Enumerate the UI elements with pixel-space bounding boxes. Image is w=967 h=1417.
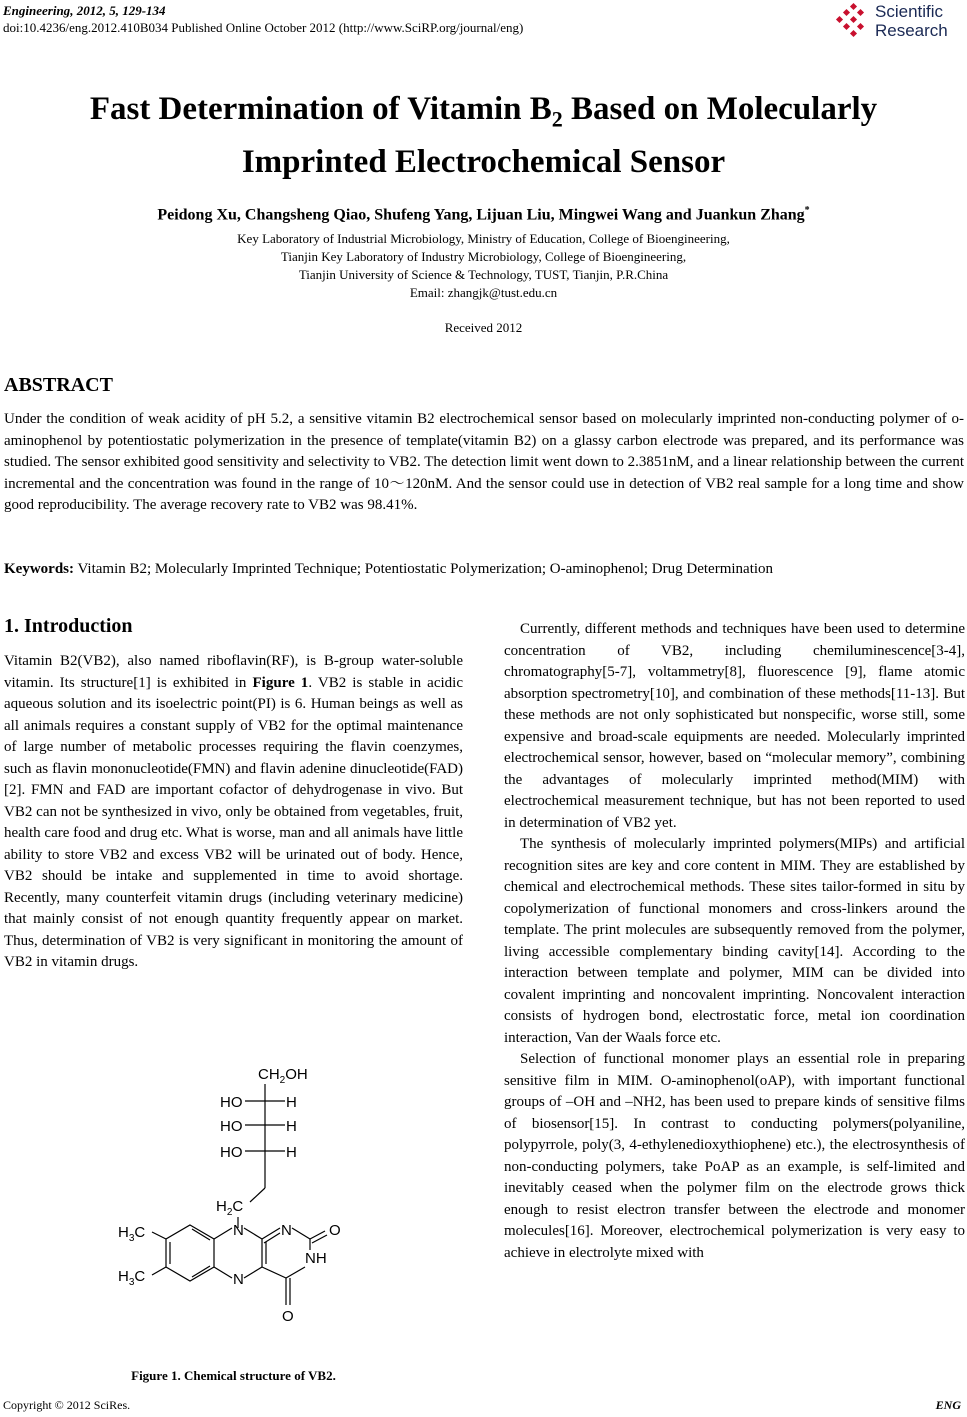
abstract-heading: ABSTRACT [4, 374, 113, 396]
nh-label: NH [305, 1250, 327, 1267]
title-part: Based on Molecularly [562, 91, 878, 127]
running-header [3, 2, 523, 36]
journal-volume: , 2012, 5, 129-134 [70, 3, 166, 18]
intro-right-column [504, 619, 965, 1264]
title-line-2: Imprinted Electrochemical Sensor [241, 143, 726, 180]
abstract-text: Under the condition of weak acidity of pH 5.2, a sensitive vitamin B2 electrochemical sensor based on molecularly imprinted non-conducting polymer of o-aminophenol by potentiostatic polymerization in the presence of template(vitamin B2) on a glassy carbon electrode was prepared, and its performance was studied. The sensor exhibited good sensitivity and selectivity to VB2. The detection limit went down to 2.3851nM, and a linear relationship between the current incremental and the concentration was found in the range of 10～120nM. And the sensor could use in detection of VB2 real sample for a long time and show good reproducibility. The average recovery rate to VB2 was 98.41%. [4, 411, 964, 513]
logo-mark-icon [833, 2, 873, 42]
email-line: Email: zhangjk@tust.edu.cn [409, 285, 558, 300]
body-text: Vitamin B2(VB2), also named riboflavin(RF), is B-group water-soluble vitamin. Its structure[1] is exhibited in [4, 653, 463, 691]
figure-caption: Figure 1. Chemical structure of VB2. [131, 1368, 336, 1383]
hydroxyl-label: HO [220, 1118, 243, 1135]
oxygen-label: O [282, 1308, 294, 1325]
corresponding-mark: * [804, 205, 810, 216]
figure-1 [110, 1065, 370, 1350]
figure-reference: Figure 1 [252, 674, 309, 691]
logo-line-2: Research [875, 21, 948, 40]
hydrogen-label: H [286, 1118, 297, 1135]
hydroxyl-label: HO [220, 1094, 243, 1111]
body-text: . VB2 is stable in acidic aqueous solution and its isoelectric point(PI) is 6. Human beings as well as all animals requires a constant supply of VB2 for the optimal maintenance of large number of metabolic processes requiring the flavin coenzymes, such as flavin mononucleotide(FMN) and flavin adenine dinucleotide(FAD)[2]. FMN and FAD are important cofactor of dehydrogenase in vivo. But VB2 can not be synthesized in vivo, only be obtained from vegetables, fruit, health care food and drug etc. What is worse, man and all animals have little ability to store VB2 and excess VB2 will be urinated out of body. Hence, VB2 should be intake and supplemented in time to avoid shortage. Recently, many counterfeit vitamin drugs (including veterinary medicine) that mainly consist of not enough quantity frequently appear on market. Thus, determination of VB2 is very significant in monitoring the amount of VB2 in vitamin drugs. [4, 674, 463, 970]
hydrogen-label: H [286, 1094, 297, 1111]
keywords-text: Vitamin B2; Molecularly Imprinted Technique; Potentiostatic Polymerization; O-aminophenol; Drug Determination [74, 561, 774, 577]
doi-line: doi:10.4236/eng.2012.410B034 Published Online October 2012 (http://www.SciRP.org/journal/eng) [3, 20, 524, 35]
received-date: Received 2012 [444, 320, 523, 335]
section-heading: 1. Introduction [4, 615, 133, 637]
nitrogen-label: N [233, 1271, 244, 1288]
logo-wordmark [875, 2, 948, 40]
svg-text:CH2OH: $CH_2OH$ [258, 1066, 308, 1086]
vb2-structure-diagram [110, 1065, 370, 1350]
body-paragraph: Selection of functional monomer plays an essential role in preparing sensitive film in MIM. O-aminophenol(oAP), with important functional groups of –OH and –NH2, has been used to prepare kinds of sensitive films of biosensor[15]. In contrast to conducting polymers(polyaniline, polypyrrole, poly(3, 4-ethylenedioxythiophene) etc.), the electrosynthesis of non-conducting polymers, take PoAP as an example, is self-limited and inevitably ceased when the polymer film on the electrode grows thick enough to resist electron transfer between the electrode and monomer molecules[16]. Moreover, electrochemical polymerization is very easy to achieve in electrolyte mixed with [504, 1051, 965, 1261]
author-list [0, 205, 967, 224]
methyl-label: $H_3C$ [118, 1224, 146, 1244]
affiliations [0, 230, 967, 302]
affiliation-line: Key Laboratory of Industrial Microbiology, Ministry of Education, College of Bioengineering, [237, 231, 730, 246]
journal-abbreviation: ENG [935, 1398, 961, 1412]
hydroxyl-label: HO [220, 1144, 243, 1161]
h2c-label: $H_2C$ [216, 1198, 244, 1218]
nitrogen-label: N [281, 1222, 292, 1239]
title-part: Fast Determination of Vitamin B [89, 91, 552, 127]
publisher-logo [833, 2, 963, 42]
hydrogen-label: H [286, 1144, 297, 1161]
methyl-label: $H_3C$ [118, 1268, 146, 1288]
journal-name: Engineering [3, 3, 71, 18]
title-subscript: 2 [551, 106, 563, 132]
nitrogen-label: N [233, 1222, 244, 1239]
authors-text: Peidong Xu, Changsheng Qiao, Shufeng Yang, Lijuan Liu, Mingwei Wang and Juankun Zhang [157, 206, 805, 224]
intro-left-column [4, 651, 463, 974]
copyright: Copyright © 2012 SciRes. [3, 1398, 131, 1412]
keywords-label: Keywords: [4, 561, 74, 577]
oxygen-label: O [329, 1222, 341, 1239]
paper-title [0, 88, 967, 183]
body-paragraph: Currently, different methods and techniques have been used to determine concentration of VB2, including chemiluminescence[3-4], chromatography[5-7], voltammetry[8], fluorescence [9], flame atomic absorption spectrometry[10], and combination of these methods[11-13]. But these methods are not only sophisticated but nonspecific, worse still, some expensive and broad-scale equipments are needed. Molecularly imprinted electrochemical sensor, however, based on “molecular memory”, combining the advantages of molecularly imprinted method(MIM) with electrochemical measurement technique, but has not been reported to used in determination of VB2 yet. [504, 621, 965, 831]
keywords [4, 561, 773, 578]
logo-line-1: Scientific [875, 2, 944, 21]
body-paragraph: The synthesis of molecularly imprinted polymers(MIPs) and artificial recognition sites are key and core content in MIM. They are established by chemical and electrochemical methods. These sites tailor-formed in situ by copolymerization of functional monomers and cross-linkers around the template. The print molecules are subsequently removed from the polymer, living accessible complementary binding cavity[14]. According to the interaction between template and polymer, MIM can be divided into covalent imprinting and noncovalent imprinting. Noncovalent interaction consists of hydrogen bond, electrostatic force, metal ion coordination interaction, Van der Waals force etc. [504, 836, 965, 1046]
affiliation-line: Tianjin University of Science & Technology, TUST, Tianjin, P.R.China [298, 267, 669, 282]
affiliation-line: Tianjin Key Laboratory of Industry Microbiology, College of Bioengineering, [280, 249, 687, 264]
